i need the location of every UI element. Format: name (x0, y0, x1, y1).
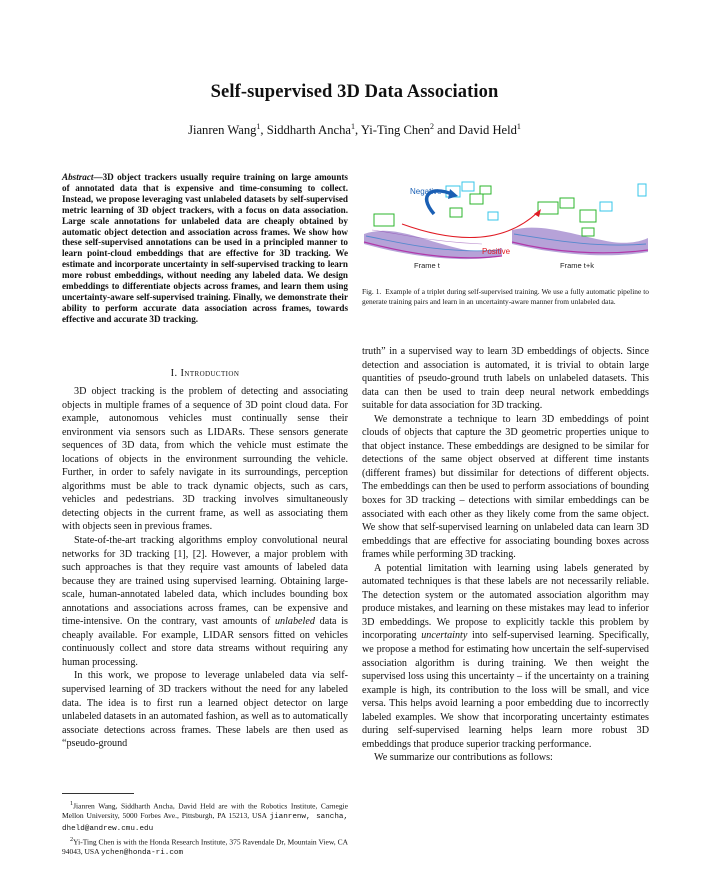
abstract-text: 3D object trackers usually require training on large amounts of annotated data that is expensive and time-consuming to collect. Instead, we propose leveraging vast unlabeled datasets by self-supervised metric learning of 3D object trackers, with a focus on data association. Large scale annotations for unlabeled data are cheaply obtained by automatic object detection and association across frames. We show how these self-supervised annotations can be used in a principled manner to learn point-cloud embeddings that are effective for 3D tracking. We estimate and incorporate uncertainty in self-supervised tracking to learn more robust embeddings, without needing any labeled data. We design embeddings to differentiate objects across frames, and learn them using uncertainty-aware self-supervised training. Finally, we demonstrate their ability to perform accurate data association across frames, towards effective and accurate 3D tracking. (62, 172, 348, 324)
paper-title: Self-supervised 3D Data Association (210, 82, 499, 102)
footnote-email: ychen@honda-ri.com (100, 848, 183, 857)
footnote-email: jianrenw, sancha, dheld@andrew.cmu.edu (62, 813, 348, 833)
figure-caption (362, 287, 649, 306)
text-run: A potential limitation with learning using labels generated by automated techniques is that these labels are not necessarily reliable. The detection system or the automated association algorithm may produce mistakes, and learning on these mistakes may lead to inferior 3D embeddings. We propose to explicitly tackle this problem by incorporating (362, 562, 649, 642)
author-name: Jianren Wang (188, 123, 257, 138)
triplet-illustration (362, 172, 649, 280)
author-affiliation-marker: 1 (256, 122, 261, 131)
footnote-1: $^1$Jianren Wang, Siddharth Ancha, David Held are with the Robotics Institute, Carnegie Mellon University, 5000 Forbes Ave., Pittsburgh, PA 15213, USA jianrenw, sancha, dheld@andrew.cmu.edu (62, 800, 348, 833)
introduction-right-column (362, 345, 649, 765)
text-run: State-of-the-art tracking algorithms employ convolutional neural networks for 3D tracking [1], [2]. However, a major problem with such approaches is that they require vast amounts of labeled data because they are trained using supervised learning. Obtaining large-scale, human-annotated labeled data, which includes bounding box annotations and associations across frames, can be expensive and time-intensive. On the contrary, vast amounts of (62, 535, 348, 628)
author-name: Siddharth Ancha (266, 123, 352, 138)
footnote-rule (62, 793, 134, 794)
text-run: data is cheaply available. For example, LIDAR sensors fitted on vehicles continuously collect and store data streams without requiring any human processing. (62, 616, 349, 668)
positive-label: Positive (482, 247, 511, 256)
footnote-2: $^2$Yi-Ting Chen is with the Honda Research Institute, 375 Ravendale Dr, Mountain View, CA 94043, USA ychen@honda-ri.com (62, 835, 348, 857)
author-separator: , (260, 123, 267, 138)
author-affiliation-marker: 1 (516, 122, 521, 131)
intro-paragraph: We summarize our contributions as follows: (374, 752, 553, 764)
author-separator: , (355, 123, 361, 138)
footnote-text: Yi-Ting Chen is with the Honda Research Institute, 375 Ravendale Dr, Mountain View, CA 94043, USA (62, 837, 348, 856)
text-run: into self-supervised learning. Specifically, we propose a method for estimating how uncertain the self-supervised association algorithm is during training. We then weight the supervised loss using this uncertainty – if the uncertainty on a training example is high, its contribution to the loss will be small, and vice versa. This helps avoid learning a poor embedding due to incorrectly labeled examples. We show that incorporating uncertainty estimates during self-supervised learning helps learn more robust 3D embeddings that produce superior tracking performance. (362, 630, 649, 750)
intro-paragraph (62, 534, 348, 669)
frame-tk-label: Frame t+k (560, 261, 594, 270)
intro-paragraph: 3D object tracking is the problem of detecting and associating objects in multiple frames of a sequence of 3D point cloud data. For example, autonomous vehicles must continually sense their environment via sensors such as LIDARs. These sensors generate sequences of 3D data, from which the vehicle must estimate the locations of objects in the environment surrounding the vehicle. Further, in order to safely navigate in its surroundings, perception algorithms must be able to track dynamic objects, such as cars, vehicles and pedestrians. 3D tracking involves simultaneously detecting objects in the current frame, as well as associating them with objects seen in previous frames. (62, 386, 348, 533)
footnote-text: Jianren Wang, Siddharth Ancha, David Held are with the Robotics Institute, Carnegie Mellon University, 5000 Forbes Ave., Pittsburgh, PA 15213, USA (62, 801, 348, 821)
intro-paragraph (362, 562, 649, 752)
emphasis: unlabeled (274, 616, 315, 628)
author-name: Yi-Ting Chen (360, 123, 431, 138)
author-affiliation-marker: 1 (351, 122, 356, 131)
emphasis: uncertainty (421, 630, 468, 642)
author-name: David Held (458, 123, 517, 138)
section-heading-introduction: I. Introduction (170, 368, 240, 379)
frame-t-label: Frame t (414, 261, 440, 270)
caption-label: Fig. 1. (362, 287, 382, 296)
intro-paragraph: truth” in a supervised way to learn 3D embeddings of objects. Since detection and association is automated, it is trivial to obtain large quantities of pseudo-ground truth labels on unlabeled datasets. This data can then be used to train deep neural network embeddings suitable for data association for 3D tracking. (362, 346, 649, 412)
negative-label: Negative (410, 187, 442, 196)
footnotes (62, 799, 348, 859)
author-separator: and (434, 123, 459, 138)
abstract-dash: — (93, 172, 103, 182)
bounding-boxes-frame-tk (538, 184, 646, 236)
figure-1 (362, 172, 649, 280)
point-cloud-frame-tk (512, 228, 648, 256)
intro-paragraph: We demonstrate a technique to learn 3D embeddings of point clouds of objects that capture the 3D geometric properties unique to that object instance. These embeddings are designed to be similar for detections of the same object observed at different time instants (different frames) but dissimilar for detections of different objects. The embeddings can then be used to perform associations of bounding boxes for 3D tracking – detections with similar embeddings can be associated with each other as they likely come from the same object. We show that self-supervised learning on unlabeled data can learn 3D embeddings that are effective for associating bounding boxes across frames while performing 3D tracking. (362, 413, 649, 561)
author-affiliation-marker: 2 (430, 122, 435, 131)
abstract (62, 172, 348, 325)
abstract-label: Abstract (62, 172, 94, 182)
intro-paragraph: In this work, we propose to leverage unlabeled data via self-supervised learning of 3D trackers without the need for any labeled data. The idea is to first run a learned object detector on large unlabeled datasets in an automated fashion, as well as to automatically associate detections across frames. These labels are then used as “pseudo-ground (62, 670, 348, 750)
author-list (0, 122, 709, 138)
introduction-left-column (62, 385, 348, 751)
caption-text: Example of a triplet during self-supervised training. We use a fully automatic pipeline to generate training pairs and learn in an uncertainty-aware manner from unlabeled data. (362, 287, 649, 306)
